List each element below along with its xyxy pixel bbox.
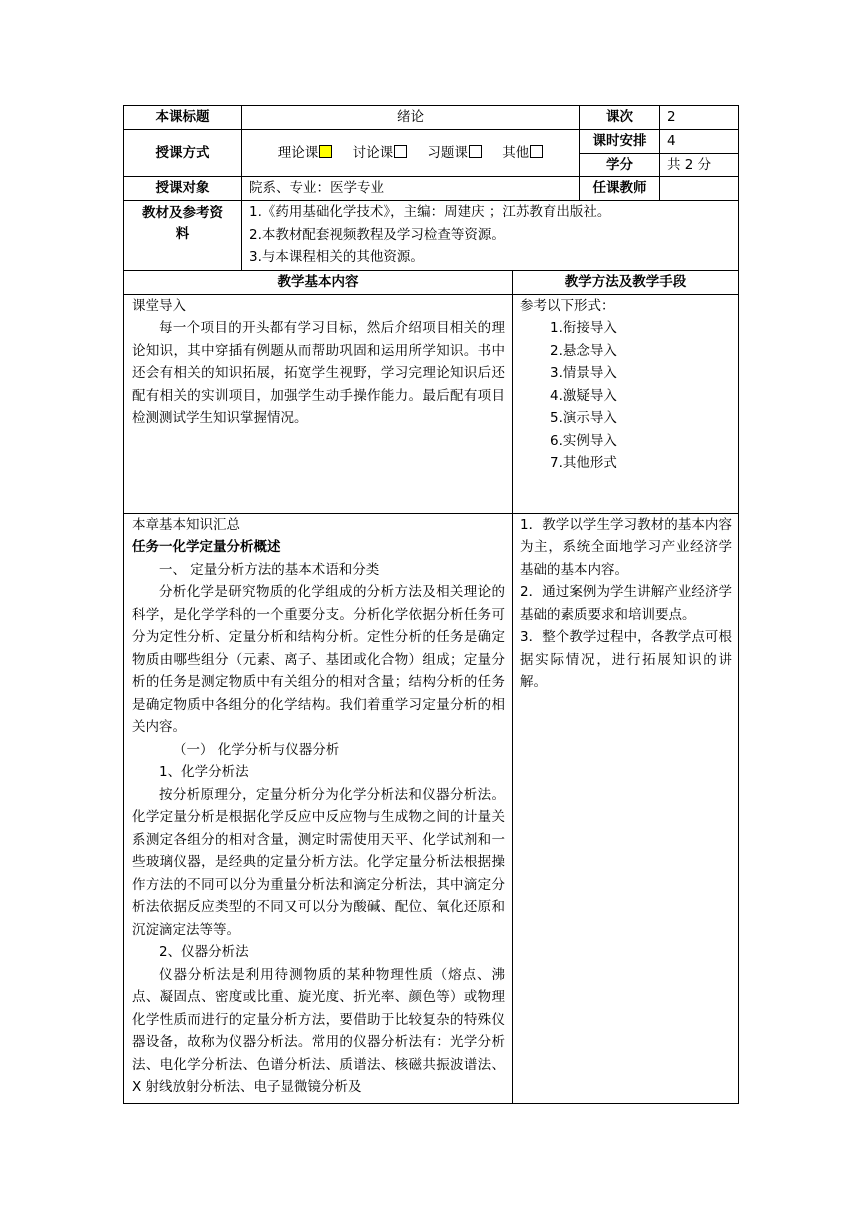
summary-paragraph: 按分析原理分，定量分析分为化学分析法和仪器分析法。化学定量分析是根据化学反应中反应物与生成物之间的计量关系测定各组分的相对含量，测定时需使用天平、化学试剂和一些玻璃仪器，是经典的定量分析方法。化学定量分析法根据操作方法的不同可以分为重量分析法和滴定分析法，其中滴定分析法依据反应类型的不同又可以分为酸碱、配位、氧化还原和沉淀滴定法等等。 [132, 786, 505, 938]
subsection-heading: （一） 化学分析与仪器分析 [173, 741, 340, 758]
summary-content [124, 513, 513, 1103]
section-heading: 一、 定量分析方法的基本术语和分类 [159, 561, 380, 578]
credit-label: 学分 [580, 153, 660, 177]
intro-method-item: 3.情景导入 [550, 365, 617, 381]
header-table [123, 105, 739, 271]
material-item: 1.《药用基础化学技术》，主编：周建庆 ；江苏教育出版社。 [249, 204, 611, 220]
item-heading: 1、化学分析法 [159, 764, 249, 780]
intro-heading: 课堂导入 [132, 297, 186, 314]
mode-option-discussion[interactable]: 讨论课 [353, 145, 408, 161]
intro-method-item: 2.悬念导入 [550, 342, 617, 359]
summary-method-item: 2．通过案例为学生讲解产业经济学基础的素质要求和培训要点。 [520, 584, 732, 623]
materials-label: 教材及参考资 料 [124, 201, 242, 271]
lesson-no-label: 课次 [580, 106, 660, 130]
intro-method-item: 5.演示导入 [550, 410, 617, 426]
summary-paragraph: 仪器分析法是利用待测物质的某种物理性质（熔点、沸点、凝固点、密度或比重、旋光度、折光率、颜色等）或物理化学性质而进行的定量分析方法，要借助于比较复杂的特殊仪器设备，故称为仪器分析法。常用的仪器分析法有：光学分析法、电化学分析法、色谱分析法、质谱法、核磁共振波谱法、X 射线放射分析法、电子显微镜分析及 [132, 966, 505, 1095]
intro-methods-heading: 参考以下形式： [520, 297, 615, 314]
summary-method-item: 1．教学以学生学习教材的基本内容为主，系统全面地学习产业经济学基础的基本内容。 [520, 516, 732, 578]
column-header-content: 教学基本内容 [124, 271, 513, 295]
intro-method-item: 4.激疑导入 [550, 387, 617, 404]
task-title: 任务一化学定量分析概述 [132, 539, 281, 555]
hours-value: 4 [660, 130, 739, 154]
target-label: 授课对象 [124, 177, 242, 201]
intro-method-item: 6.实例导入 [550, 432, 617, 449]
mode-option-other[interactable]: 其他 [502, 145, 543, 161]
intro-paragraph: 每一个项目的开头都有学习目标，然后介绍项目相关的理论知识，其中穿插有例题从而帮助巩固和运用所学知识。书中还会有相关的知识拓展，拓宽学生视野，学习完理论知识后还配有相关的实训项目，加强学生动手操作能力。最后配有项目检测测试学生知识掌握情况。 [132, 320, 505, 426]
exercise-checkbox[interactable] [469, 145, 482, 158]
title-value: 绪论 [242, 106, 580, 130]
intro-method-item: 1.衔接导入 [550, 320, 617, 336]
title-label: 本课标题 [124, 106, 242, 130]
mode-option-exercise[interactable]: 习题课 [427, 145, 482, 161]
theory-checkbox[interactable] [319, 145, 332, 158]
summary-method-item: 3．整个教学过程中，各教学点可根据实际情况，进行拓展知识的讲解。 [520, 629, 732, 690]
mode-options [242, 130, 580, 177]
other-checkbox[interactable] [530, 145, 543, 158]
material-item: 3.与本课程相关的其他资源。 [249, 249, 424, 265]
teacher-label: 任课教师 [580, 177, 660, 201]
discussion-checkbox[interactable] [394, 145, 407, 158]
column-header-method: 教学方法及教学手段 [513, 271, 739, 295]
summary-paragraph: 分析化学是研究物质的化学组成的分析方法及相关理论的科学，是化学学科的一个重要分支。分析化学依据分析任务可分为定性分析、定量分析和结构分析。定性分析的任务是确定物质由哪些组分（元素、离子、基团或化合物）组成；定量分析的任务是测定物质中有关组分的相对含量；结构分析的任务是确定物质中各组分的化学结构。我们着重学习定量分析的相关内容。 [132, 584, 505, 735]
mode-label: 授课方式 [124, 130, 242, 177]
teacher-value [660, 177, 739, 201]
hours-label: 课时安排 [580, 130, 660, 154]
intro-method-item: 7.其他形式 [550, 455, 617, 471]
target-value: 院系、专业：医学专业 [242, 177, 580, 201]
lesson-no-value: 2 [660, 106, 739, 130]
mode-option-theory[interactable]: 理论课 [278, 145, 333, 161]
lesson-plan-grid [123, 105, 739, 1104]
intro-methods [513, 294, 739, 513]
content-table [123, 270, 739, 1104]
material-item: 2.本教材配套视频教程及学习检查等资源。 [249, 226, 505, 243]
materials-list [242, 201, 739, 271]
credit-value: 共 2 分 [660, 153, 739, 177]
summary-methods [513, 513, 739, 1103]
item-heading: 2、仪器分析法 [159, 944, 249, 960]
intro-content [124, 294, 513, 513]
summary-heading: 本章基本知识汇总 [132, 516, 240, 533]
